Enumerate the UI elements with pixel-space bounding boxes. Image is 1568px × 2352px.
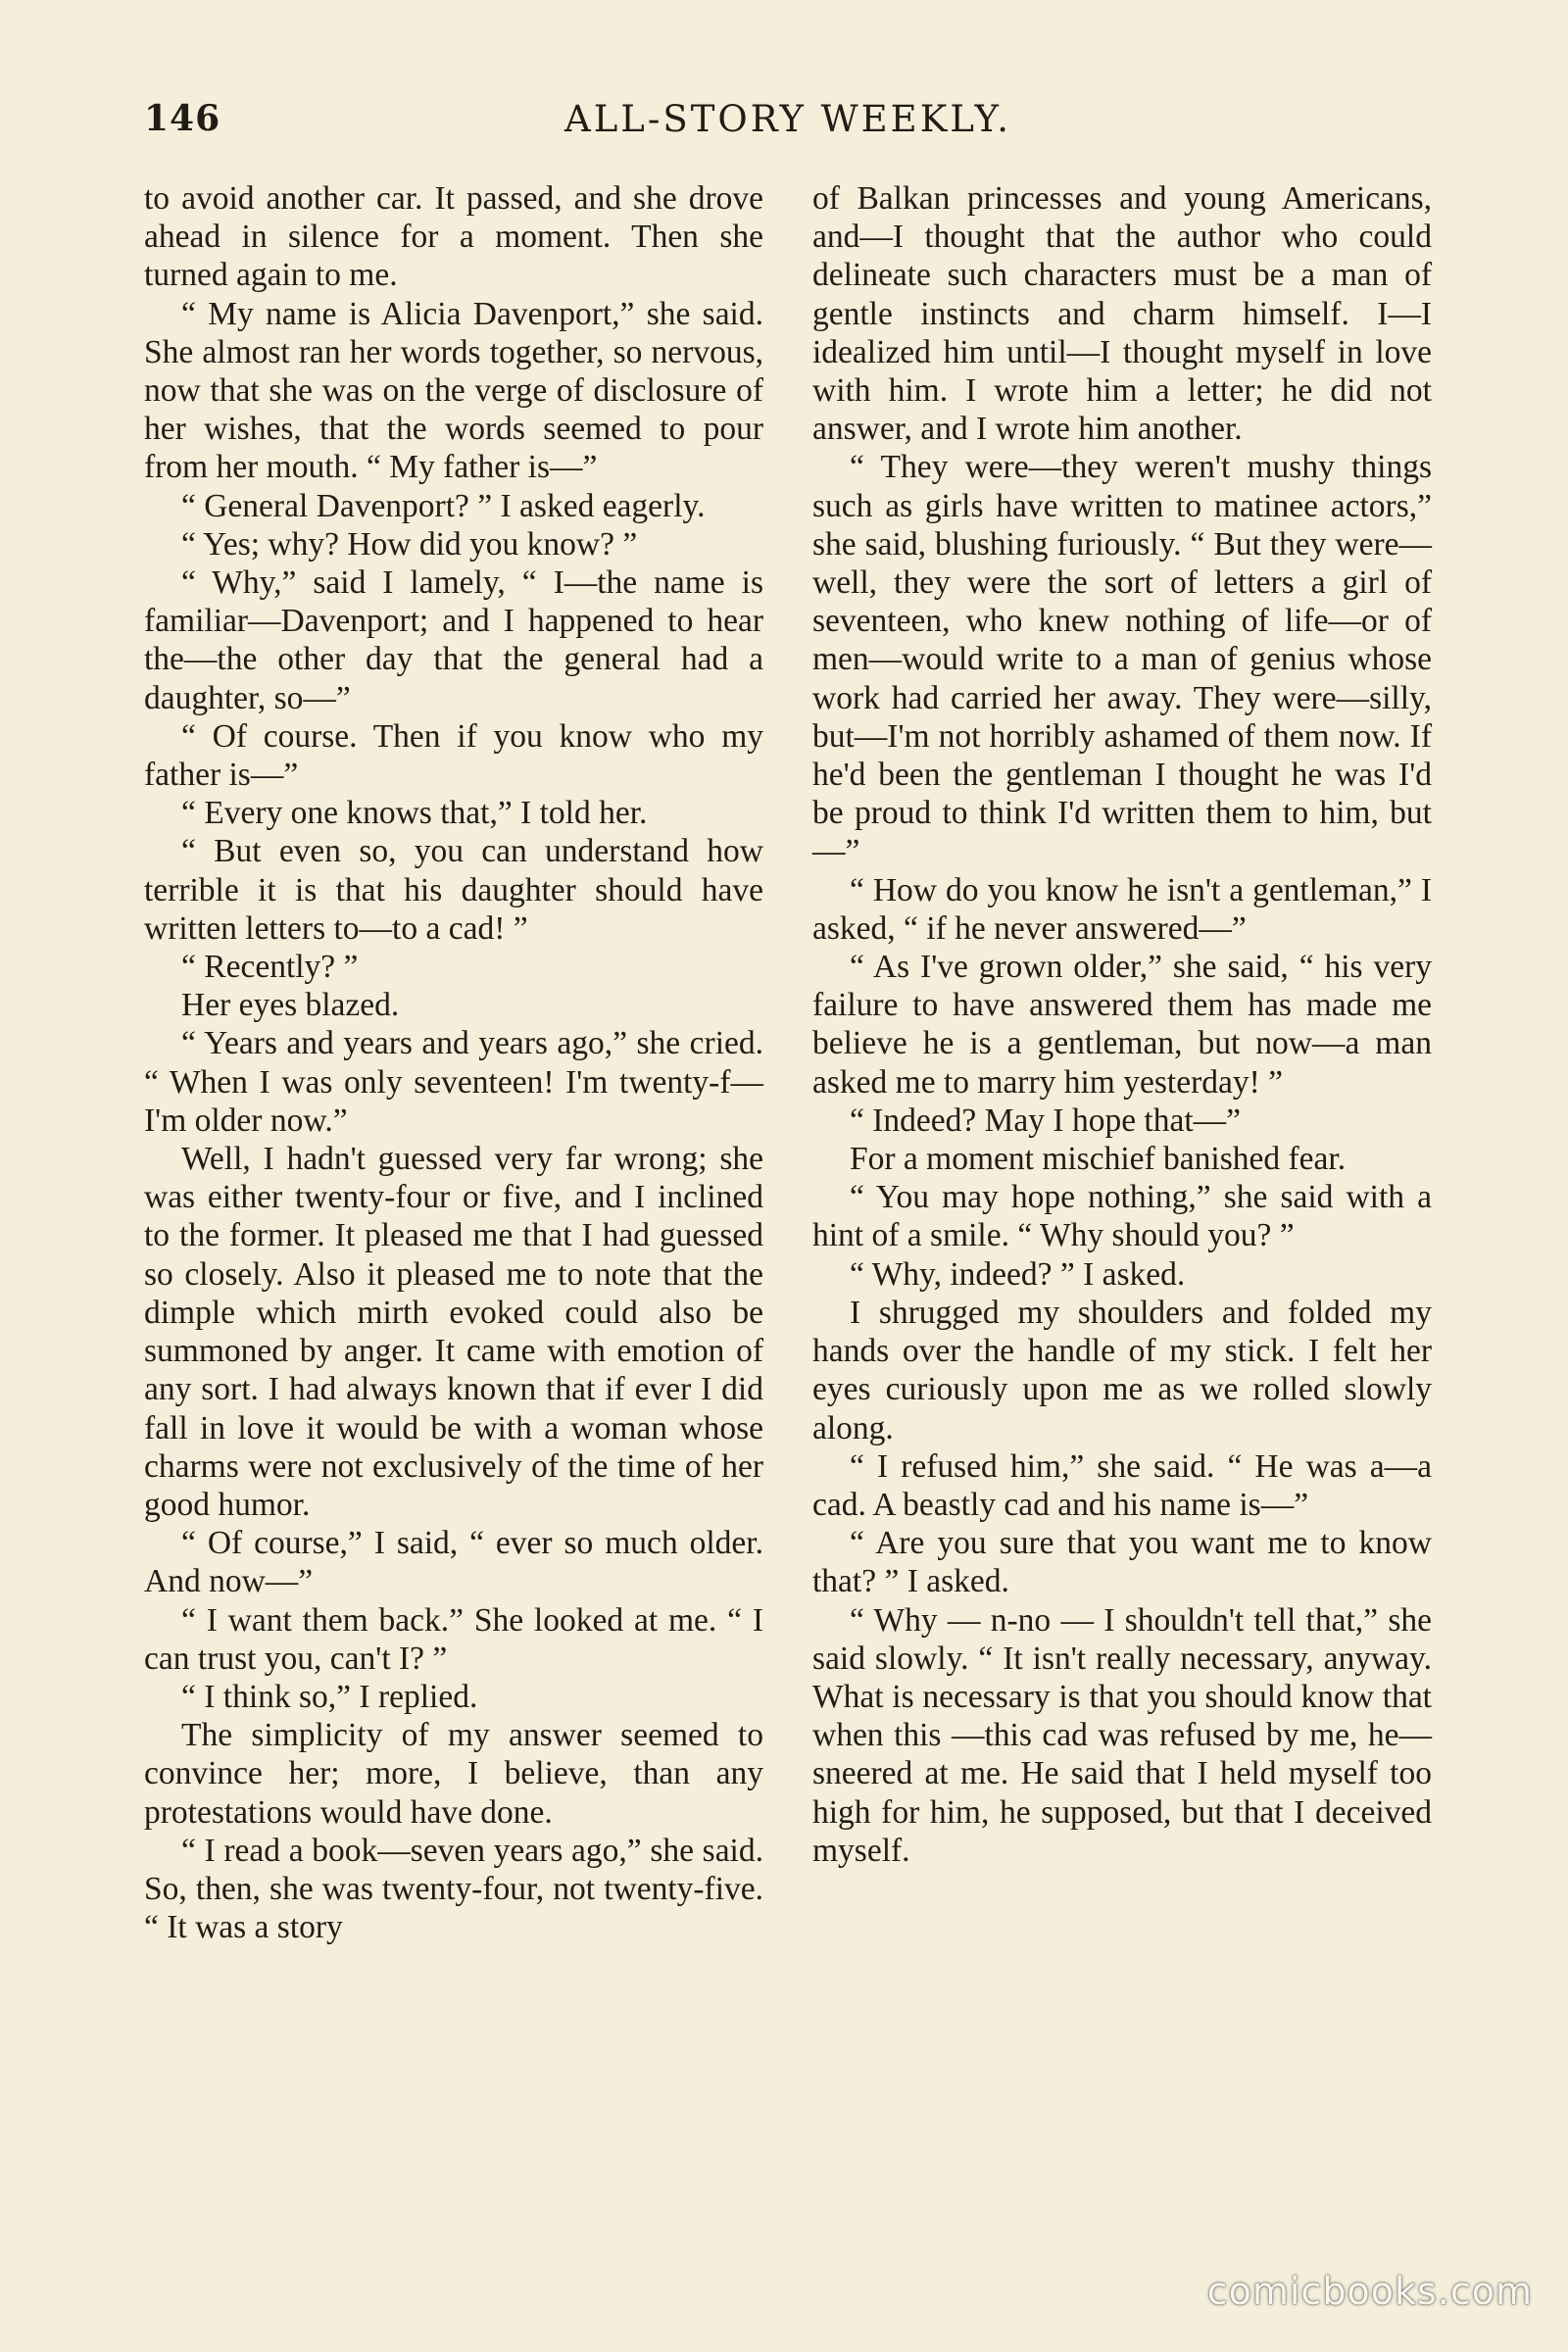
paragraph: “ You may hope nothing,” she said with a hint of a smile. “ Why should you? ” [812,1179,1432,1254]
paragraph: of Balkan princesses and young Americans, and—I thought that the author who could delineate such characters must be a man of gentle instincts and charm himself. I—I idealized him until—I thought myself in love with him. I wrote him a letter; he did not answer, and I wrote him another. [812,180,1432,448]
paragraph: “ I think so,” I replied. [181,1678,478,1715]
paragraph: “ Of course. Then if you know who my father is—” [144,717,763,794]
paragraph: to avoid another car. It passed, and she drove ahead in silence for a moment. Then she turned again to me. [144,180,763,294]
paragraph: “ My name is Alicia Davenport,” she said. She almost ran her words together, so nervous, now that she was on the verge of disclosure of her wishes, that the words seemed to pour from her mouth. “ My father is—” [144,295,763,486]
paragraph: “ Every one knows that,” I told her. [181,795,648,832]
paragraph: For a moment mischief banished fear. [850,1141,1347,1178]
paragraph: “ How do you know he isn't a gentleman,” I asked, “ if he never answered—” [812,871,1432,947]
watermark: comicbooks.com [1206,2270,1533,2313]
right-column [812,179,1432,1870]
page-header [144,98,1432,157]
paragraph: “ Recently? ” [181,949,359,986]
paragraph: “ General Davenport? ” I asked eagerly. [181,487,706,524]
paragraph: “ But even so, you can understand how terrible it is that his daughter should have written letters to—to a cad! ” [144,833,763,947]
paragraph: Well, I hadn't guessed very far wrong; she was either twenty-four or five, and I inclined to the former. It pleased me that I had guessed so closely. Also it pleased me to note that the dimple which mirth evoked could also be summoned by anger. It came with emotion of any sort. I had always known that if ever I did fall in love it would be with a woman whose charms were not exclusively of the time of her good humor. [144,1141,763,1523]
paragraph: “ Yes; why? How did you know? ” [181,525,638,563]
paragraph: The simplicity of my answer seemed to convince her; more, I believe, than any protestations would have done. [144,1717,763,1831]
paragraph: “ As I've grown older,” she said, “ his very failure to have answered them has made me believe he is a gentleman, but now—a man asked me to marry him yesterday! ” [812,949,1432,1101]
paragraph: “ They were—they weren't mushy things such as girls have written to matinee actors,” she said, blushing furiously. “ But they were—well, they were the sort of letters a girl of seventeen, who knew nothing of life—or of men—would write to a man of genius whose work had carried her away. They were—silly, but—I'm not horribly ashamed of them now. If he'd been the gentleman I thought he was I'd be proud to think I'd written them to him, but—” [812,449,1432,870]
paragraph: “ I want them back.” She looked at me. “ I can trust you, can't I? ” [144,1601,763,1677]
paragraph: “ Of course,” I said, “ ever so much older. And now—” [144,1525,763,1600]
paragraph: “ I refused him,” she said. “ He was a—a cad. A beastly cad and his name is—” [812,1447,1432,1523]
paragraph: “ Years and years and years ago,” she cried. “ When I was only seventeen! I'm twenty-f— I'm older now.” [144,1025,763,1139]
paragraph: “ Indeed? May I hope that—” [850,1102,1242,1139]
paragraph: “ Why — n-no — I shouldn't tell that,” she said slowly. “ It isn't really necessary, anyway. What is necessary is that you should know that when this —this cad was refused by me, he—sneered at me. He said that I held myself too high for him, he supposed, but that I deceived myself. [812,1601,1432,1869]
paragraph: “ I read a book—seven years ago,” she said. So, then, she was twenty-four, not twenty-five. “ It was a story [144,1832,763,1946]
paragraph: I shrugged my shoulders and folded my hands over the handle of my stick. I felt her eyes curiously upon me as we rolled slowly along. [812,1294,1432,1446]
paragraph: “ Are you sure that you want me to know that? ” I asked. [812,1525,1432,1600]
paragraph: “ Why,” said I lamely, “ I—the name is familiar—Davenport; and I happened to hear the—the other day that the general had a daughter, so—” [144,564,763,716]
paragraph: Her eyes blazed. [181,987,400,1024]
paragraph: “ Why, indeed? ” I asked. [850,1255,1186,1293]
left-column [144,179,763,1946]
running-head: ALL-STORY WEEKLY. [564,98,1011,140]
page-number: 146 [144,98,221,139]
